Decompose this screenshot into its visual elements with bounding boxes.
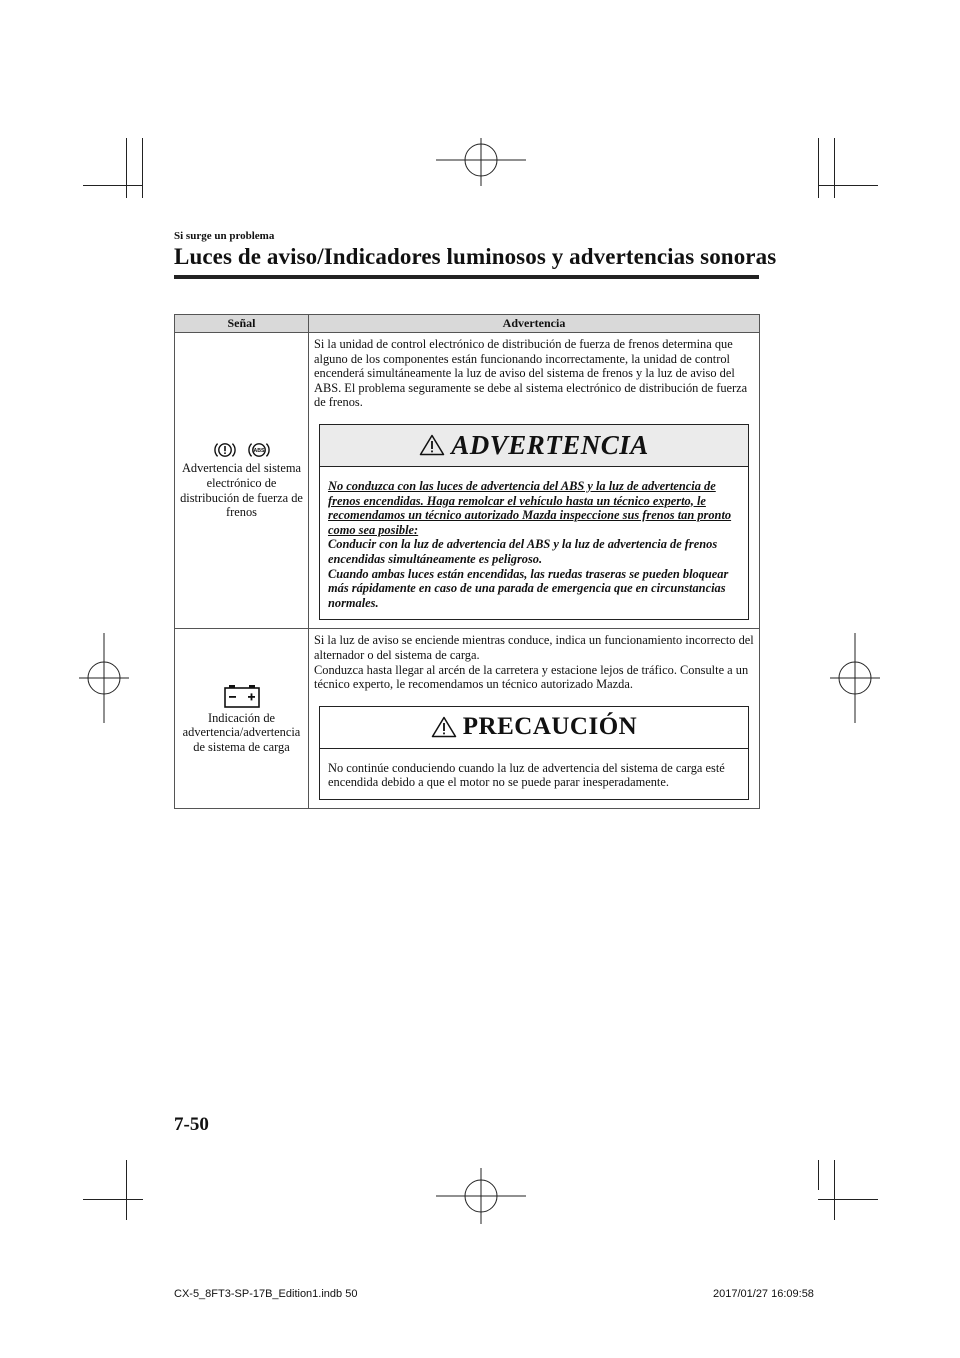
column-header-warning: Advertencia [309, 315, 760, 333]
registration-mark-left [79, 633, 129, 723]
signal-label: Indicación de advertencia/advertencia de sistema de carga [182, 710, 301, 754]
signal-icons [175, 683, 308, 709]
table-header-row [175, 315, 760, 333]
svg-text:ABS: ABS [253, 448, 264, 455]
signal-cell [175, 629, 309, 809]
warning-table [174, 314, 760, 809]
registration-mark-bottom [436, 1168, 526, 1224]
caution-notice-box [319, 706, 749, 800]
table-row [175, 333, 760, 629]
table-row [175, 629, 760, 809]
caution-triangle-icon [431, 716, 457, 738]
title-rule [174, 275, 759, 279]
brake-warning-icon [213, 441, 237, 459]
abs-warning-icon [247, 441, 271, 459]
caution-notice-body: No continúe conduciendo cuando la luz de advertencia del sistema de carga esté encendida debido a que el motor no se puede parar inesperadamente. [328, 760, 725, 790]
warning-notice-paragraph: Conducir con la luz de advertencia del ABS y la luz de advertencia de frenos encendidas simultáneamente es peligroso. [328, 537, 718, 566]
footer-file-name: CX-5_8FT3-SP-17B_Edition1.indb 50 [174, 1288, 358, 1300]
warning-notice-box [319, 424, 749, 620]
warning-description: Conduzca hasta llegar al arcén de la carretera y estacione lejos de tráfico. Consulte a un técnico experto, le recomendamos un técnico autorizado Mazda. [314, 662, 749, 692]
caution-notice-header [320, 707, 748, 749]
battery-charge-icon [223, 683, 261, 709]
warning-notice-header [320, 425, 748, 467]
warning-description: Si la luz de aviso se enciende mientras conduce, indica un funcionamiento incorrecto del alternador o del sistema de carga. [314, 633, 754, 662]
warning-notice-underlined: No conduzca con las luces de advertencia del ABS y la luz de advertencia de frenos encendidas. Haga remolcar el vehículo hasta un técnico experto, le recomendamos un técnico autorizado Mazda inspeccione sus frenos tan pronto como sea posible: [328, 478, 732, 537]
column-header-signal: Señal [175, 315, 309, 333]
page-number: 7-50 [174, 1114, 209, 1135]
section-label: Si surge un problema [174, 230, 275, 242]
caution-triangle-icon [419, 434, 445, 456]
page-title: Luces de aviso/Indicadores luminosos y advertencias sonoras [174, 244, 777, 269]
signal-cell [175, 333, 309, 629]
warning-description: Si la unidad de control electrónico de distribución de fuerza de frenos determina que alguno de los componentes están funcionando incorrectamente, la unidad de control encenderá simultáneamente la luz de aviso del sistema de frenos y la luz de aviso del ABS. El problema seguramente se debe al sistema electrónico de distribución de fuerza de frenos. [314, 337, 748, 410]
signal-label: Advertencia del sistema electrónico de distribución de fuerza de frenos [180, 461, 303, 520]
warning-cell [309, 629, 760, 809]
footer-timestamp: 2017/01/27 16:09:58 [713, 1288, 814, 1300]
warning-notice-title: ADVERTENCIA [451, 430, 649, 461]
caution-notice-title: PRECAUCIÓN [462, 712, 638, 740]
warning-cell [309, 333, 760, 629]
registration-mark-top [436, 138, 526, 186]
warning-notice-body [320, 467, 748, 619]
warning-notice-paragraph: Cuando ambas luces están encendidas, las ruedas traseras se pueden bloquear más rápidamente en caso de una parada de emergencia que en circunstancias normales. [328, 566, 729, 610]
signal-icons [175, 441, 308, 459]
registration-mark-right [830, 633, 880, 723]
